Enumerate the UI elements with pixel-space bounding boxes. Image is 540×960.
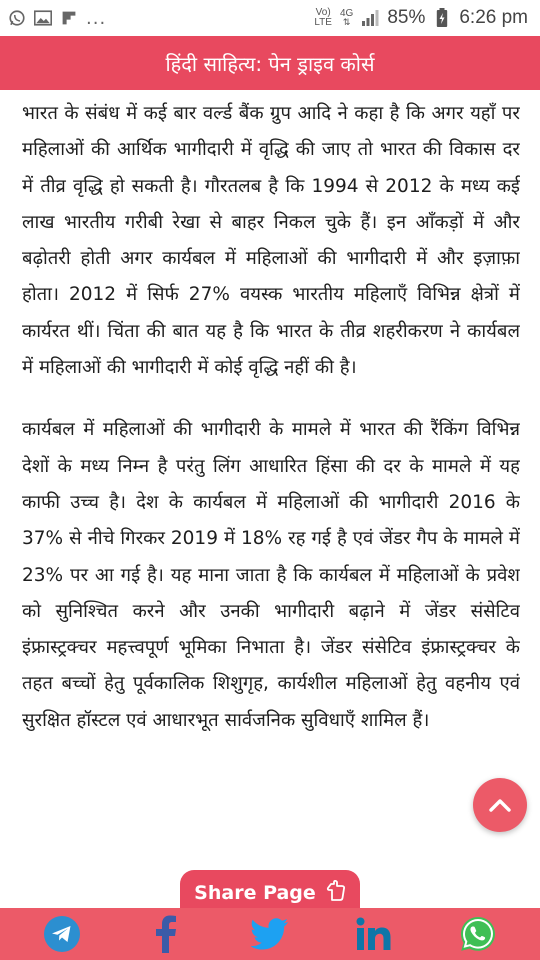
whatsapp-icon [8, 9, 26, 27]
battery-icon [433, 9, 451, 27]
clock: 6:26 pm [459, 7, 528, 28]
volte-indicator [314, 8, 332, 28]
network-type-label: 4G [339, 7, 354, 19]
share-linkedin-button[interactable] [351, 911, 397, 957]
more-notifications: ... [86, 7, 107, 29]
share-facebook-button[interactable] [143, 911, 189, 957]
whatsapp-icon [459, 915, 497, 953]
scroll-to-top-button[interactable] [473, 778, 527, 832]
status-notifications [8, 8, 106, 29]
telegram-icon [43, 915, 81, 953]
share-telegram-button[interactable] [39, 911, 85, 957]
facebook-icon [154, 915, 178, 953]
status-system [314, 7, 528, 29]
image-icon [34, 9, 52, 27]
volte-bottom: LTE [314, 17, 332, 28]
share-twitter-button[interactable] [247, 911, 293, 957]
page-title: हिंदी साहित्य: पेन ड्राइव कोर्स [165, 51, 375, 76]
signal-icon [361, 9, 379, 27]
article-paragraph-1: भारत के संबंध में कई बार वर्ल्ड बैंक ग्रुप आदि ने कहा है कि अगर यहाँ पर महिलाओं की आर्थिक भागीदारी में वृद्धि की जाए तो भारत की विकास दर में तीव्र वृद्धि हो सकती है। गौरतलब है कि 1994 से 2012 के मध्य कई लाख भारतीय गरीबी रेखा से बाहर निकल चुके हैं। इन आँकड़ों में और बढ़ोतरी होती अगर कार्यबल में महिलाओं की भागीदारी में और इज़ाफ़ा होता। 2012 में सिर्फ 27% वयस्क भारतीय महिलाएँ विभिन्न क्षेत्रों में कार्यरत थीं। चिंता की बात यह है कि भारत के तीव्र शहरीकरण ने कार्यबल में महिलाओं की भागीदारी में कोई वृद्धि नहीं की है। [22, 103, 520, 379]
hand-pointing-icon [326, 880, 346, 906]
app-header [0, 36, 540, 90]
article-paragraph-2: कार्यबल में महिलाओं की भागीदारी के मामले में भारत की रैंकिंग विभिन्न देशों के मध्य निम्न है परंतु लिंग आधारित हिंसा की दर के मामले में यह काफी उच्च है। देश के कार्यबल में महिलाओं की भागीदारी 2016 के 37% से नीचे गिरकर 2019 में 18% रह गई है एवं जेंडर गैप के मामले में 23% पर आ गई है। यह माना जाता है कि कार्यबल में महिलाओं के प्रवेश को सुनिश्चित करने और उनकी भागीदारी बढ़ाने में जेंडर संसेटिव इंफ्रास्ट्रक्चर महत्त्वपूर्ण भूमिका निभाता है। जेंडर संसेटिव इंफ्रास्ट्रक्चर के तहत बच्चों हेतु पूर्वकालिक शिशुगृह, कार्यशील महिलाओं हेतु वहनीय एवं सुरक्षित हॉस्टल एवं आधारभूत सार्वजनिक सुविधाएँ शामिल हैं। [22, 419, 520, 731]
battery-percent: 85% [387, 7, 426, 28]
share-bar [0, 908, 540, 960]
share-page-label: Share Page [194, 882, 316, 904]
twitter-icon [251, 918, 289, 950]
share-whatsapp-button[interactable] [455, 911, 501, 957]
volte-top: Vo) [315, 7, 331, 18]
network-type [340, 9, 353, 28]
chevron-up-icon [489, 798, 511, 812]
flipboard-icon [60, 9, 78, 27]
article-content[interactable] [22, 96, 520, 908]
linkedin-icon [356, 917, 392, 951]
data-arrows-icon: ⇅ [342, 17, 351, 28]
status-bar [0, 0, 540, 36]
